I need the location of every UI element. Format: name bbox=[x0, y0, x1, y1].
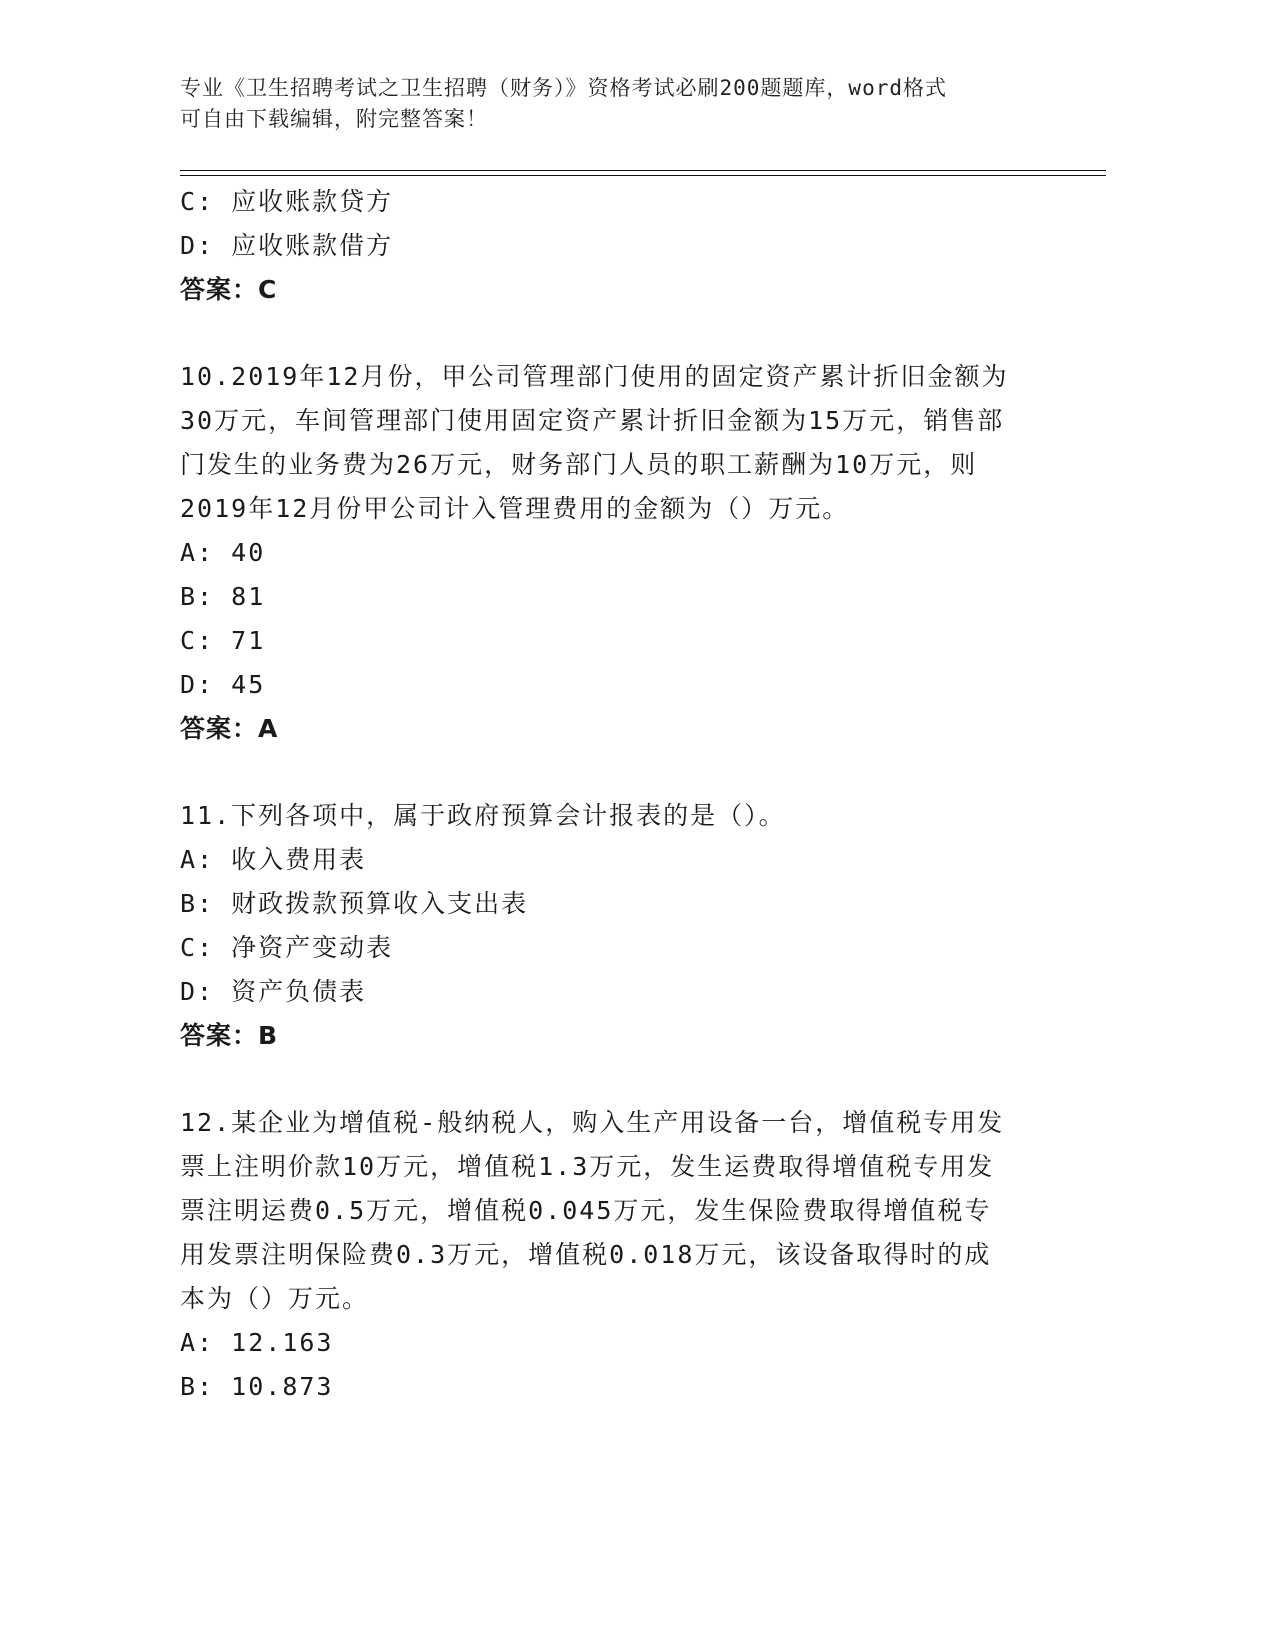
question-content bbox=[180, 180, 1060, 1409]
question-12 bbox=[180, 1101, 1060, 1409]
header-divider-bottom bbox=[180, 175, 1106, 176]
question-9-tail bbox=[180, 180, 1060, 312]
option-b bbox=[180, 882, 1060, 926]
option-c bbox=[180, 180, 1060, 224]
option-text: 10.873 bbox=[231, 1372, 334, 1401]
answer-line: 答案：B bbox=[180, 1021, 279, 1050]
option-d bbox=[180, 970, 1060, 1014]
answer-line: 答案：A bbox=[180, 714, 279, 743]
option-label: C: bbox=[180, 933, 215, 962]
option-label: A: bbox=[180, 845, 215, 874]
option-label: C: bbox=[180, 626, 215, 655]
option-text: 应收账款借方 bbox=[231, 231, 394, 260]
option-text: 资产负债表 bbox=[231, 977, 367, 1006]
question-10 bbox=[180, 355, 1060, 751]
spacer bbox=[180, 751, 1060, 794]
option-text: 71 bbox=[231, 626, 266, 655]
option-text: 45 bbox=[231, 670, 266, 699]
question-text-line: 11.下列各项中，属于政府预算会计报表的是（）。 bbox=[180, 801, 786, 830]
question-text-line: 用发票注明保险费0.3万元，增值税0.018万元，该设备取得时的成 bbox=[180, 1240, 992, 1269]
question-text-line: 票上注明价款10万元，增值税1.3万元，发生运费取得增值税专用发 bbox=[180, 1152, 995, 1181]
option-text: 财政拨款预算收入支出表 bbox=[231, 889, 529, 918]
question-11 bbox=[180, 794, 1060, 1058]
option-label: B: bbox=[180, 889, 215, 918]
option-label: D: bbox=[180, 670, 215, 699]
question-text-line: 30万元，车间管理部门使用固定资产累计折旧金额为15万元，销售部 bbox=[180, 406, 1005, 435]
option-label: B: bbox=[180, 1372, 215, 1401]
option-a bbox=[180, 1321, 1060, 1365]
option-label: D: bbox=[180, 977, 215, 1006]
option-text: 81 bbox=[231, 582, 266, 611]
option-label: C: bbox=[180, 187, 215, 216]
header-divider-top bbox=[180, 170, 1106, 171]
option-label: A: bbox=[180, 538, 215, 567]
option-text: 40 bbox=[231, 538, 266, 567]
question-text-line: 2019年12月份甲公司计入管理费用的金额为（）万元。 bbox=[180, 494, 850, 523]
question-text-line: 票注明运费0.5万元，增值税0.045万元，发生保险费取得增值税专 bbox=[180, 1196, 992, 1225]
header-line-2: 可自由下载编辑，附完整答案！ bbox=[180, 107, 488, 131]
option-d bbox=[180, 663, 1060, 707]
question-text-line: 本为（）万元。 bbox=[180, 1284, 370, 1313]
option-label: B: bbox=[180, 582, 215, 611]
header-line-1: 专业《卫生招聘考试之卫生招聘（财务）》资格考试必刷200题题库，word格式 bbox=[180, 76, 947, 100]
question-text-line: 10.2019年12月份，甲公司管理部门使用的固定资产累计折旧金额为 bbox=[180, 362, 1009, 391]
option-label: A: bbox=[180, 1328, 215, 1357]
option-a bbox=[180, 838, 1060, 882]
option-text: 应收账款贷方 bbox=[231, 187, 394, 216]
option-text: 净资产变动表 bbox=[231, 933, 394, 962]
option-text: 收入费用表 bbox=[231, 845, 367, 874]
option-label: D: bbox=[180, 231, 215, 260]
spacer bbox=[180, 312, 1060, 355]
question-text-line: 12.某企业为增值税-般纳税人，购入生产用设备一台，增值税专用发 bbox=[180, 1108, 1005, 1137]
option-d bbox=[180, 224, 1060, 268]
answer-line: 答案：C bbox=[180, 275, 278, 304]
question-text-line: 门发生的业务费为26万元，财务部门人员的职工薪酬为10万元，则 bbox=[180, 450, 978, 479]
option-b bbox=[180, 1365, 1060, 1409]
option-text: 12.163 bbox=[231, 1328, 334, 1357]
option-b bbox=[180, 575, 1060, 619]
document-header bbox=[180, 73, 1040, 135]
option-c bbox=[180, 619, 1060, 663]
option-a bbox=[180, 531, 1060, 575]
spacer bbox=[180, 1058, 1060, 1101]
option-c bbox=[180, 926, 1060, 970]
